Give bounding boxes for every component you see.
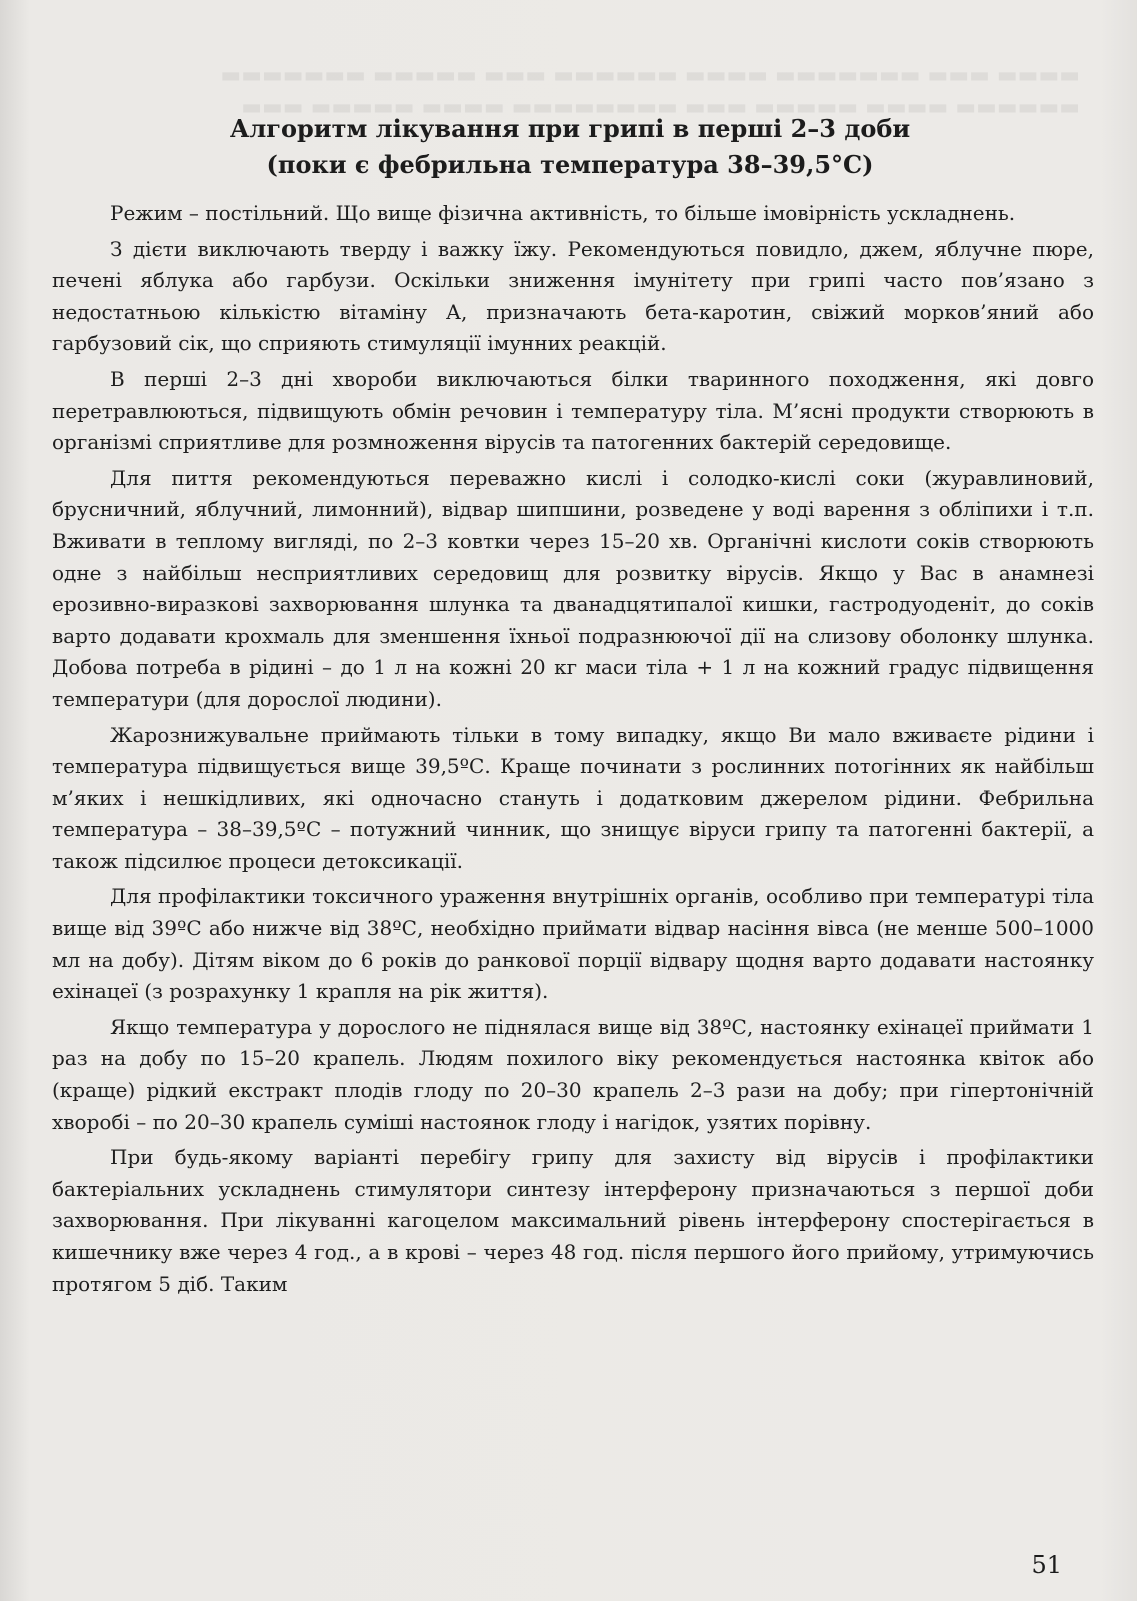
paragraph-regime: Режим – постільний. Що вище фізична активність, то більше імовірність ускладнень. — [110, 201, 1016, 225]
paragraph-proteins: В перші 2–3 дні хвороби виключаються білки тваринного походження, які довго перетравлюються, підвищують обмін речовин і температуру тіла. М’ясні продукти створюють в організмі сприятливе для розмноження вірусів та патогенних бактерій середовище. — [52, 366, 1094, 455]
bleed-through-text: ▬▬▬▬ ▬▬▬ ▬▬▬▬▬▬▬ ▬▬▬▬ ▬▬▬▬▬▬ ▬▬▬ ▬▬▬▬▬ ▬▬▬▬▬▬▬ ▬▬▬▬▬▬ ▬▬▬▬ ▬▬▬▬▬ ▬▬▬ ▬▬▬▬▬▬▬▬ ▬▬▬▬ ▬▬▬▬▬ ▬▬▬ — [220, 63, 1080, 120]
paragraph-drinking: Для пиття рекомендуються переважно кислі і солодко-кислі соки (журавлиновий, брусничний, яблучний, лимонний), відвар шипшини, розведене у воді варення з обліпихи і т.п. Вживати в теплому вигляді, по 2–3 ковтки через 15–20 хв. Органічні кислоти соків створюють одне з найбільш несприятливих середовищ для розвитку вірусів. Якщо у Вас в анамнезі ерозивно-виразкові захворювання шлунка та дванадцятипалої кишки, гастродуоденіт, до соків варто додавати крохмаль для зменшення їхньої подразнюючої дії на слизову оболонку шлунка. Добова потреба в рідині – до 1 л на кожні 20 кг маси тіла + 1 л на кожний градус підвищення температури (для дорослої людини). — [52, 465, 1094, 711]
title-line-2: (поки є фебрильна температура 38–39,5°С) — [266, 150, 874, 179]
body-text — [52, 198, 1094, 1304]
paragraph-prophylaxis: Для профілактики токсичного ураження внутрішніх органів, особливо при температурі тіла вище від 39ºС або нижче від 38ºС, необхідно приймати відвар насіння вівса (не менше 500–1000 мл на добу). Дітям віком до 6 років до ранкової порції відвару щодня варто додавати настоянку ехінацеї (з розрахунку 1 крапля на рік життя). — [52, 884, 1094, 1004]
paragraph-echinacea: Якщо температура у дорослого не піднялася вище від 38ºС, настоянку ехінацеї приймати 1 раз на добу по 15–20 крапель. Людям похилого віку рекомендується настоянка квіток або (краще) рідкий екстракт плодів глоду по 20–30 крапель 2–3 рази на добу; при гіпертонічній хворобі – по 20–30 крапель суміші настоянок глоду і нагідок, узятих порівну. — [52, 1014, 1094, 1134]
page-title — [60, 111, 1080, 183]
title-line-1: Алгоритм лікування при грипі в перші 2–3 доби — [229, 114, 911, 143]
paragraph-diet: З дієти виключають тверду і важку їжу. Рекомендуються повидло, джем, яблучне пюре, печені яблука або гарбузи. Оскільки зниження імунітету при грипі часто пов’язано з недостатньою кількістю вітаміну А, призначають бета-каротин, свіжий морков’яний або гарбузовий сік, що сприяють стимуляції імунних реакцій. — [52, 236, 1094, 356]
paragraph-interferon: При будь-якому варіанті перебігу грипу для захисту від вірусів і профілактики бактеріальних ускладнень стимулятори синтезу інтерферону призначаються з першої доби захворювання. При лікуванні кагоцелом максимальний рівень інтерферону спостерігається в кишечнику вже через 4 год., а в крові – через 48 год. після першого його прийому, утримуючись протягом 5 діб. Таким — [52, 1145, 1094, 1296]
page-number: 51 — [1031, 1551, 1062, 1579]
paragraph-antipyretic: Жарознижувальне приймають тільки в тому випадку, якщо Ви мало вживаєте рідини і температура підвищується вище 39,5ºС. Краще починати з рослинних потогінних як найбільш м’яких і нешкідливих, які одночасно стануть і додатковим джерелом рідини. Фебрильна температура – 38–39,5ºС – потужний чинник, що знищує віруси грипу та патогенні бактерії, а також підсилює процеси детоксикації. — [52, 722, 1094, 873]
